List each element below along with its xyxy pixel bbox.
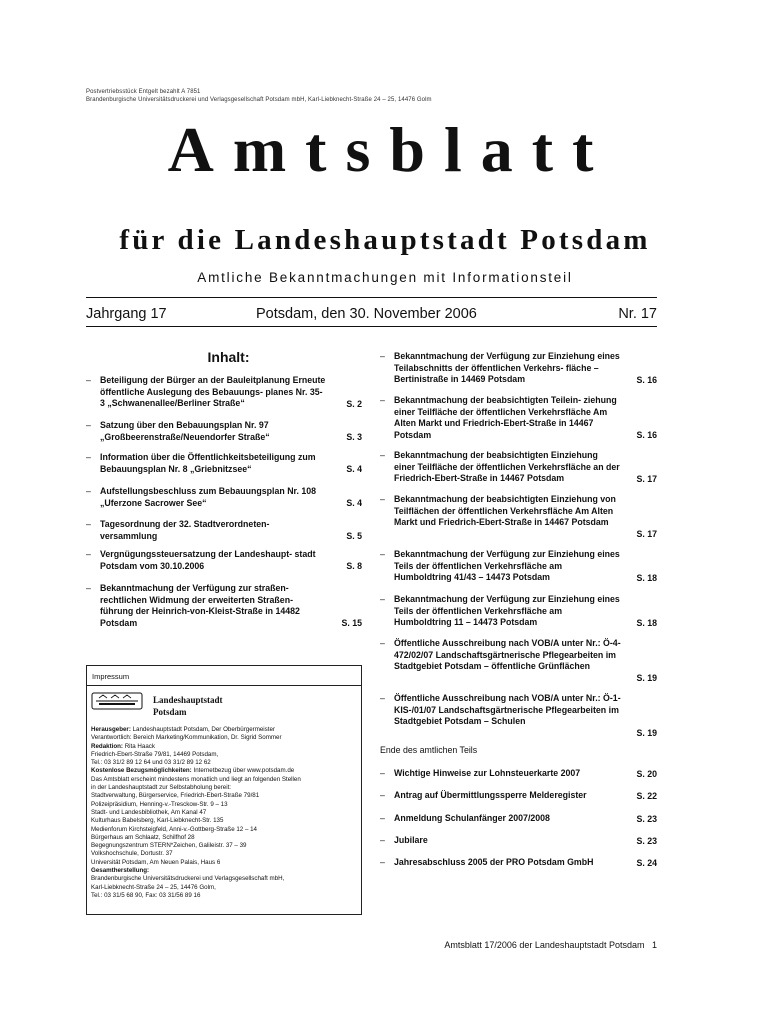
- masthead-tagline: Amtliche Bekanntmachungen mit Informationsteil: [197, 270, 573, 285]
- impressum-text: Volkshochschule, Dortustr. 37: [91, 850, 173, 858]
- masthead-title: Amtsblatt: [167, 114, 613, 185]
- toc-entry: [380, 494, 657, 540]
- issue-jahrgang: Jahrgang 17: [86, 306, 167, 322]
- toc-entry-dash: –: [380, 395, 385, 405]
- toc-entry: [86, 420, 362, 443]
- toc-entry-dash: –: [380, 835, 385, 845]
- logo-line: Landeshauptstadt: [153, 695, 223, 705]
- footer-text: Amtsblatt 17/2006 der Landeshauptstadt Potsdam: [444, 940, 645, 950]
- toc-entry-page: S. 20: [636, 768, 657, 779]
- toc-entry: [380, 790, 657, 802]
- toc-entry: [86, 452, 362, 475]
- toc-entry-dash: –: [86, 486, 91, 496]
- impressum-line: [91, 809, 359, 817]
- toc-entry-title: Bekanntmachung der beabsichtigten Teilein- ziehung einer Teilfläche der öffentlichen Verkehrsfläche Am Alten Markt und Friedrich-Ebert-Straße in 14467 Potsdam: [394, 395, 617, 440]
- impressum-text: in der Landeshauptstadt zur Selbstabholung bereit:: [91, 784, 232, 792]
- toc-entry-page: S. 5: [346, 530, 362, 541]
- toc-entry-dash: –: [86, 452, 91, 462]
- toc-heading: Inhalt:: [207, 349, 250, 365]
- toc-entry-title: Bekanntmachung der Verfügung zur straßen- rechtlichen Widmung der erweiterten Straßen- führung der Heinrich-von-Kleist-Straße in 14482 Potsdam: [100, 583, 300, 628]
- impressum-label: Redaktion:: [91, 742, 123, 750]
- toc-entry: [86, 486, 362, 509]
- impressum-text: Internetbezug über www.potsdam.de: [191, 767, 295, 775]
- toc-entry: [380, 835, 657, 847]
- impressum-text: Tel.: 03 31/2 89 12 64 und 03 31/2 89 12 62: [91, 759, 211, 767]
- toc-entry-title: Tagesordnung der 32. Stadtverordneten- versammlung: [100, 519, 270, 541]
- impressum-line: [91, 743, 359, 751]
- toc-entry-page: S. 16: [636, 429, 657, 440]
- toc-entry-page: S. 23: [636, 813, 657, 824]
- toc-entry-dash: –: [380, 450, 385, 460]
- toc-entry-page: S. 18: [636, 572, 657, 583]
- toc-entry-page: S. 15: [341, 617, 362, 628]
- impressum-text: Rita Haack: [122, 742, 155, 750]
- toc-entry: [380, 745, 657, 757]
- toc-entry-dash: –: [380, 790, 385, 800]
- toc-entry: [380, 638, 657, 684]
- toc-entry: [86, 519, 362, 542]
- impressum-line: [91, 850, 359, 858]
- toc-entry: [380, 768, 657, 780]
- impressum-line: [91, 842, 359, 850]
- toc-entry-page: S. 4: [346, 497, 362, 508]
- toc-entry-title: Vergnügungssteuersatzung der Landeshaupt- stadt Potsdam vom 30.10.2006: [100, 549, 316, 571]
- page-footer: [444, 940, 657, 950]
- toc-entry-title: Bekanntmachung der Verfügung zur Einziehung eines Teils der öffentlichen Verkehrsfläche am Humboldtring 41/43 – 14473 Potsdam: [394, 549, 620, 582]
- impressum-body: [91, 726, 359, 900]
- impressum-logo-text: [153, 694, 223, 718]
- toc-entry-title: Information über die Öffentlichkeitsbeteiligung zum Bebauungsplan Nr. 8 „Griebnitzsee“: [100, 452, 316, 474]
- toc-entry-dash: –: [86, 375, 91, 385]
- impressum-label: Herausgeber:: [91, 726, 131, 733]
- impressum-label: Kostenlose Bezugsmöglichkeiten:: [91, 767, 192, 775]
- impressum-line: [91, 867, 359, 875]
- toc-entry-dash: –: [86, 583, 91, 593]
- toc-entry: [380, 549, 657, 584]
- toc-entry: [380, 351, 657, 386]
- masthead-subtitle: für die Landeshauptstadt Potsdam: [119, 224, 651, 256]
- toc-entry-title: Ende des amtlichen Teils: [380, 745, 478, 755]
- toc-entry-title: Anmeldung Schulanfänger 2007/2008: [394, 813, 550, 823]
- issue-number: Nr. 17: [618, 306, 657, 322]
- impressum-text: Karl-Liebknecht-Straße 24 – 25, 14476 Golm,: [91, 883, 216, 891]
- toc-entry-page: S. 2: [346, 398, 362, 409]
- impressum-line: [91, 875, 359, 883]
- toc-entry-dash: –: [380, 768, 385, 778]
- toc-entry-dash: –: [380, 638, 385, 648]
- toc-entry-title: Beteiligung der Bürger an der Bauleitplanung Erneute öffentliche Auslegung des Bebauungs- planes Nr. 35-3 „Schwanenallee/Berliner Straße“: [100, 375, 326, 408]
- toc-entry-title: Wichtige Hinweise zur Lohnsteuerkarte 2007: [394, 768, 581, 778]
- toc-entry-page: S. 4: [346, 463, 362, 474]
- city-logo-icon: [91, 692, 143, 710]
- impressum-text: Brandenburgische Universitätsdruckerei und Verlagsgesellschaft mbH,: [91, 875, 285, 883]
- impressum-text: Kulturhaus Babelsberg, Karl-Liebknecht-Str. 135: [91, 817, 224, 825]
- toc-entry-title: Aufstellungsbeschluss zum Bebauungsplan Nr. 108 „Uferzone Sacrower See“: [100, 486, 317, 508]
- toc-entry-dash: –: [380, 813, 385, 823]
- impressum-line: [91, 784, 359, 792]
- impressum-line: [91, 801, 359, 809]
- impressum-text: Tel.: 03 31/5 68 90, Fax: 03 31/56 89 16: [91, 891, 201, 899]
- toc-entry-page: S. 8: [346, 560, 362, 571]
- toc-entry-page: S. 22: [636, 790, 657, 801]
- impressum-line: [91, 734, 359, 742]
- impressum-line: [91, 792, 359, 800]
- toc-entry-dash: –: [86, 420, 91, 430]
- impressum-label: Gesamtherstellung:: [91, 867, 150, 875]
- impressum-line: [91, 759, 359, 767]
- toc-entry: [380, 693, 657, 739]
- toc-entry-page: S. 16: [636, 374, 657, 385]
- impressum-line: [91, 884, 359, 892]
- impressum-line: [91, 826, 359, 834]
- footer-page-number: 1: [651, 940, 657, 950]
- toc-entry-page: S. 17: [636, 528, 657, 539]
- impressum-line: [91, 859, 359, 867]
- impressum-text: Polizeipräsidium, Henning-v.-Tresckow-Str. 9 – 13: [91, 800, 228, 808]
- toc-entry-dash: –: [86, 549, 91, 559]
- divider: [86, 297, 657, 298]
- toc-entry: [86, 375, 362, 410]
- impressum-line: [91, 776, 359, 784]
- impressum-text: Stadt- und Landesbibliothek, Am Kanal 47: [91, 808, 207, 816]
- impressum-text: Begegnungszentrum STERN*Zeichen, Galileistr. 37 – 39: [91, 842, 247, 850]
- toc-entry-page: S. 19: [636, 672, 657, 683]
- impressum-line: [91, 834, 359, 842]
- toc-entry-title: Satzung über den Bebauungsplan Nr. 97 „Großbeerenstraße/Neuendorfer Straße“: [100, 420, 270, 442]
- toc-entry-title: Jubilare: [394, 835, 428, 845]
- impressum-line: [91, 892, 359, 900]
- impressum-text: Verantwortlich: Bereich Marketing/Kommunikation, Dr. Sigrid Sommer: [91, 734, 282, 742]
- toc-entry: [380, 813, 657, 825]
- impressum-text: Das Amtsblatt erscheint mindestens monatlich und liegt an folgenden Stellen: [91, 775, 301, 783]
- postal-line: Postvertriebsstück Entgelt bezahlt A 7851: [86, 89, 201, 95]
- toc-entry-page: S. 17: [636, 473, 657, 484]
- toc-entry: [86, 549, 362, 572]
- impressum-text: Medienforum Kirchsteigfeld, Anni-v.-Gottberg-Straße 12 – 14: [91, 825, 257, 833]
- impressum-text: Friedrich-Ebert-Straße 79/81, 14469 Potsdam,: [91, 750, 219, 758]
- logo-line: Potsdam: [153, 707, 187, 717]
- impressum-box: [86, 665, 362, 915]
- divider: [86, 326, 657, 327]
- publisher-line: Brandenburgische Universitätsdruckerei und Verlagsgesellschaft Potsdam mbH, Karl-Liebknecht-Straße 24 – 25, 14476 Golm: [86, 97, 432, 103]
- impressum-text: Landeshauptstadt Potsdam, Der Oberbürgermeister: [130, 726, 275, 733]
- toc-entry-page: S. 19: [636, 727, 657, 738]
- toc-entry-dash: –: [380, 693, 385, 703]
- toc-entry-page: S. 23: [636, 835, 657, 846]
- toc-entry-dash: –: [86, 519, 91, 529]
- toc-entry: [380, 395, 657, 441]
- impressum-text: Stadtverwaltung, Bürgerservice, Friedrich-Ebert-Straße 79/81: [91, 792, 260, 800]
- toc-entry-title: Bekanntmachung der beabsichtigten Einziehung einer Teilfläche der öffentlichen Verkehrsfläche an der Friedrich-Ebert-Straße in 14467 Potsdam: [394, 450, 620, 483]
- toc-entry-title: Öffentliche Ausschreibung nach VOB/A unter Nr.: Ö-4-472/02/07 Landschaftsgärtnerische Pflegearbeiten im Stadtgebiet Potsdam – öffentliche Grünflächen: [394, 638, 621, 671]
- impressum-text: Bürgerhaus am Schlaatz, Schilfhof 28: [91, 833, 195, 841]
- toc-entry-dash: –: [380, 351, 385, 361]
- toc-entry: [86, 583, 362, 629]
- toc-entry: [380, 857, 657, 869]
- toc-entry-dash: –: [380, 594, 385, 604]
- toc-entry-title: Antrag auf Übermittlungssperre Melderegister: [394, 790, 587, 800]
- toc-entry-title: Öffentliche Ausschreibung nach VOB/A unter Nr.: Ö-1-KIS-/01/07 Landschaftsgärtnerische Pflegearbeiten im Stadtgebiet Potsdam – Schulen: [394, 693, 621, 726]
- toc-entry-dash: –: [380, 549, 385, 559]
- toc-entry: [380, 450, 657, 485]
- toc-entry-title: Bekanntmachung der Verfügung zur Einziehung eines Teils der öffentlichen Verkehrsfläche am Humboldtring 11 – 14473 Potsdam: [394, 594, 620, 627]
- toc-entry-page: S. 18: [636, 617, 657, 628]
- impressum-line: [91, 751, 359, 759]
- toc-entry-page: S. 24: [636, 857, 657, 868]
- toc-entry-dash: –: [380, 857, 385, 867]
- toc-entry-dash: –: [380, 494, 385, 504]
- toc-entry: [380, 594, 657, 629]
- toc-entry-page: S. 3: [346, 431, 362, 442]
- impressum-text: Universität Potsdam, Am Neuen Palais, Haus 6: [91, 858, 221, 866]
- toc-entry-title: Jahresabschluss 2005 der PRO Potsdam GmbH: [394, 857, 594, 867]
- impressum-line: [91, 726, 359, 734]
- impressum-line: [91, 767, 359, 775]
- issue-date: Potsdam, den 30. November 2006: [256, 306, 477, 322]
- toc-entry-title: Bekanntmachung der beabsichtigten Einziehung von Teilflächen der öffentlichen Verkehrsfläche Am Alten Markt und Friedrich-Ebert-Straße in 14467 Potsdam: [394, 494, 616, 527]
- impressum-line: [91, 817, 359, 825]
- impressum-heading: Impressum: [87, 666, 361, 686]
- toc-entry-title: Bekanntmachung der Verfügung zur Einziehung eines Teilabschnitts der öffentlichen Verkehrs- fläche – Bertinistraße in 14469 Potsdam: [394, 351, 620, 384]
